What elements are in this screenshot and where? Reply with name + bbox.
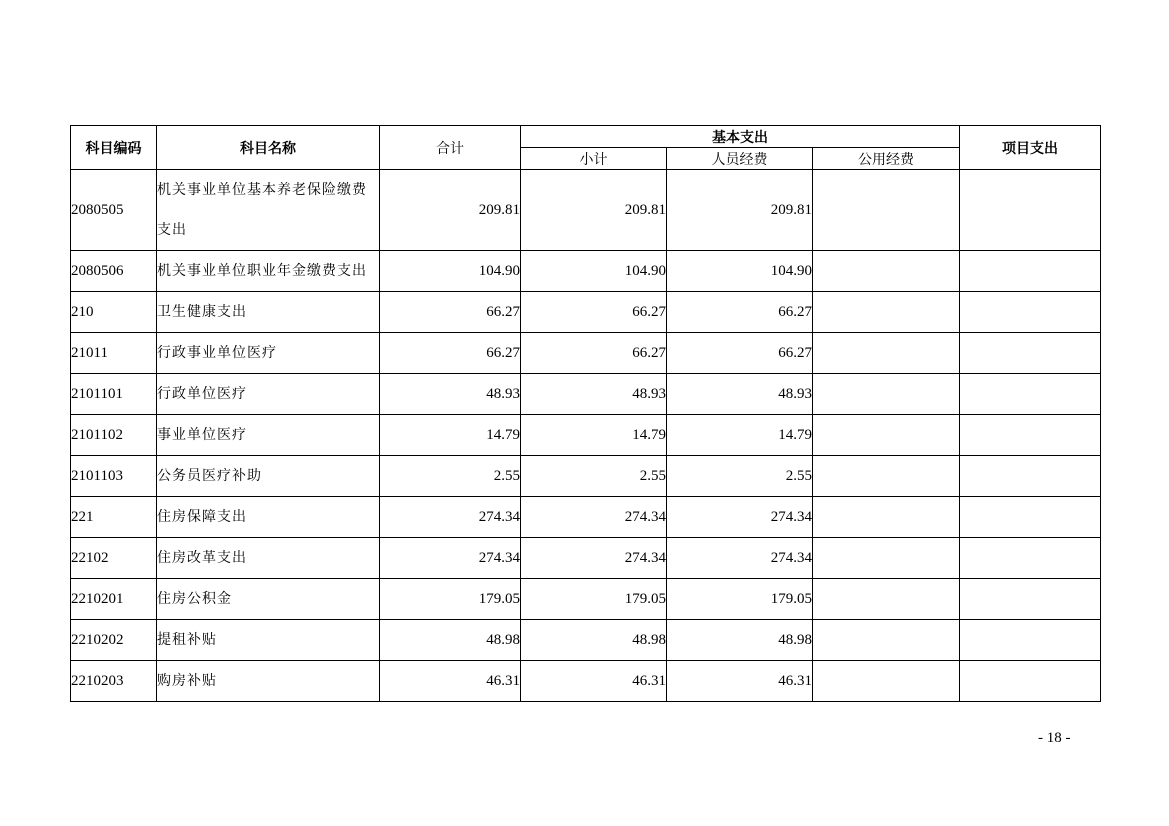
row-personnel: 209.81 <box>667 170 813 251</box>
row-project <box>960 251 1101 292</box>
row-subtotal: 66.27 <box>521 292 667 333</box>
row-public <box>813 415 960 456</box>
row-personnel: 66.27 <box>667 292 813 333</box>
row-project <box>960 415 1101 456</box>
row-public <box>813 620 960 661</box>
page-number: - 18 - <box>1038 730 1071 746</box>
table-row <box>71 333 1101 374</box>
row-total: 66.27 <box>380 292 521 333</box>
row-total: 2.55 <box>380 456 521 497</box>
row-project <box>960 538 1101 579</box>
row-personnel: 104.90 <box>667 251 813 292</box>
row-code: 2210202 <box>71 620 157 661</box>
row-personnel: 274.34 <box>667 497 813 538</box>
row-code: 2080505 <box>71 170 157 251</box>
table-row <box>71 620 1101 661</box>
row-total: 209.81 <box>380 170 521 251</box>
row-subtotal: 209.81 <box>521 170 667 251</box>
row-personnel: 48.93 <box>667 374 813 415</box>
header-code: 科目编码 <box>71 126 157 170</box>
row-subtotal: 66.27 <box>521 333 667 374</box>
row-public <box>813 170 960 251</box>
budget-table <box>70 125 1101 702</box>
table-row <box>71 415 1101 456</box>
row-public <box>813 333 960 374</box>
table-header <box>71 126 1101 170</box>
table-row <box>71 579 1101 620</box>
row-total: 179.05 <box>380 579 521 620</box>
table-body <box>71 170 1101 702</box>
row-name: 行政事业单位医疗 <box>157 333 380 374</box>
row-code: 2080506 <box>71 251 157 292</box>
row-public <box>813 456 960 497</box>
row-project <box>960 374 1101 415</box>
header-name: 科目名称 <box>157 126 380 170</box>
row-code: 2101102 <box>71 415 157 456</box>
row-public <box>813 292 960 333</box>
row-public <box>813 497 960 538</box>
row-name: 住房公积金 <box>157 579 380 620</box>
row-total: 46.31 <box>380 661 521 702</box>
row-public <box>813 251 960 292</box>
header-total: 合计 <box>380 126 521 170</box>
row-subtotal: 179.05 <box>521 579 667 620</box>
row-public <box>813 579 960 620</box>
row-public <box>813 661 960 702</box>
row-project <box>960 170 1101 251</box>
row-personnel: 179.05 <box>667 579 813 620</box>
row-personnel: 274.34 <box>667 538 813 579</box>
row-name: 机关事业单位职业年金缴费支出 <box>157 251 380 292</box>
row-total: 48.98 <box>380 620 521 661</box>
row-name: 卫生健康支出 <box>157 292 380 333</box>
row-code: 2101103 <box>71 456 157 497</box>
header-basic: 基本支出 <box>521 126 960 148</box>
row-code: 21011 <box>71 333 157 374</box>
row-name: 公务员医疗补助 <box>157 456 380 497</box>
row-name: 购房补贴 <box>157 661 380 702</box>
row-subtotal: 104.90 <box>521 251 667 292</box>
row-project <box>960 497 1101 538</box>
table-row <box>71 497 1101 538</box>
row-total: 48.93 <box>380 374 521 415</box>
header-project: 项目支出 <box>960 126 1101 170</box>
row-subtotal: 48.93 <box>521 374 667 415</box>
row-subtotal: 14.79 <box>521 415 667 456</box>
row-public <box>813 538 960 579</box>
row-personnel: 14.79 <box>667 415 813 456</box>
row-project <box>960 333 1101 374</box>
row-personnel: 2.55 <box>667 456 813 497</box>
table-row <box>71 170 1101 251</box>
table-row <box>71 251 1101 292</box>
row-name: 行政单位医疗 <box>157 374 380 415</box>
header-subtotal: 小计 <box>521 148 667 170</box>
row-code: 22102 <box>71 538 157 579</box>
row-project <box>960 579 1101 620</box>
row-code: 221 <box>71 497 157 538</box>
row-personnel: 48.98 <box>667 620 813 661</box>
row-project <box>960 292 1101 333</box>
row-name: 提租补贴 <box>157 620 380 661</box>
row-subtotal: 274.34 <box>521 538 667 579</box>
table-row <box>71 374 1101 415</box>
row-name: 住房改革支出 <box>157 538 380 579</box>
header-personnel: 人员经费 <box>667 148 813 170</box>
row-code: 2210203 <box>71 661 157 702</box>
row-project <box>960 456 1101 497</box>
row-code: 2101101 <box>71 374 157 415</box>
table-row <box>71 538 1101 579</box>
row-subtotal: 2.55 <box>521 456 667 497</box>
row-subtotal: 48.98 <box>521 620 667 661</box>
row-project <box>960 661 1101 702</box>
row-total: 274.34 <box>380 497 521 538</box>
header-public: 公用经费 <box>813 148 960 170</box>
row-total: 14.79 <box>380 415 521 456</box>
row-personnel: 66.27 <box>667 333 813 374</box>
row-code: 2210201 <box>71 579 157 620</box>
table-row <box>71 661 1101 702</box>
row-total: 104.90 <box>380 251 521 292</box>
row-code: 210 <box>71 292 157 333</box>
row-public <box>813 374 960 415</box>
table-row <box>71 456 1101 497</box>
row-name: 机关事业单位基本养老保险缴费支出 <box>157 170 380 251</box>
row-subtotal: 274.34 <box>521 497 667 538</box>
table-row <box>71 292 1101 333</box>
row-project <box>960 620 1101 661</box>
row-personnel: 46.31 <box>667 661 813 702</box>
row-name: 住房保障支出 <box>157 497 380 538</box>
row-total: 66.27 <box>380 333 521 374</box>
row-subtotal: 46.31 <box>521 661 667 702</box>
row-name: 事业单位医疗 <box>157 415 380 456</box>
row-total: 274.34 <box>380 538 521 579</box>
